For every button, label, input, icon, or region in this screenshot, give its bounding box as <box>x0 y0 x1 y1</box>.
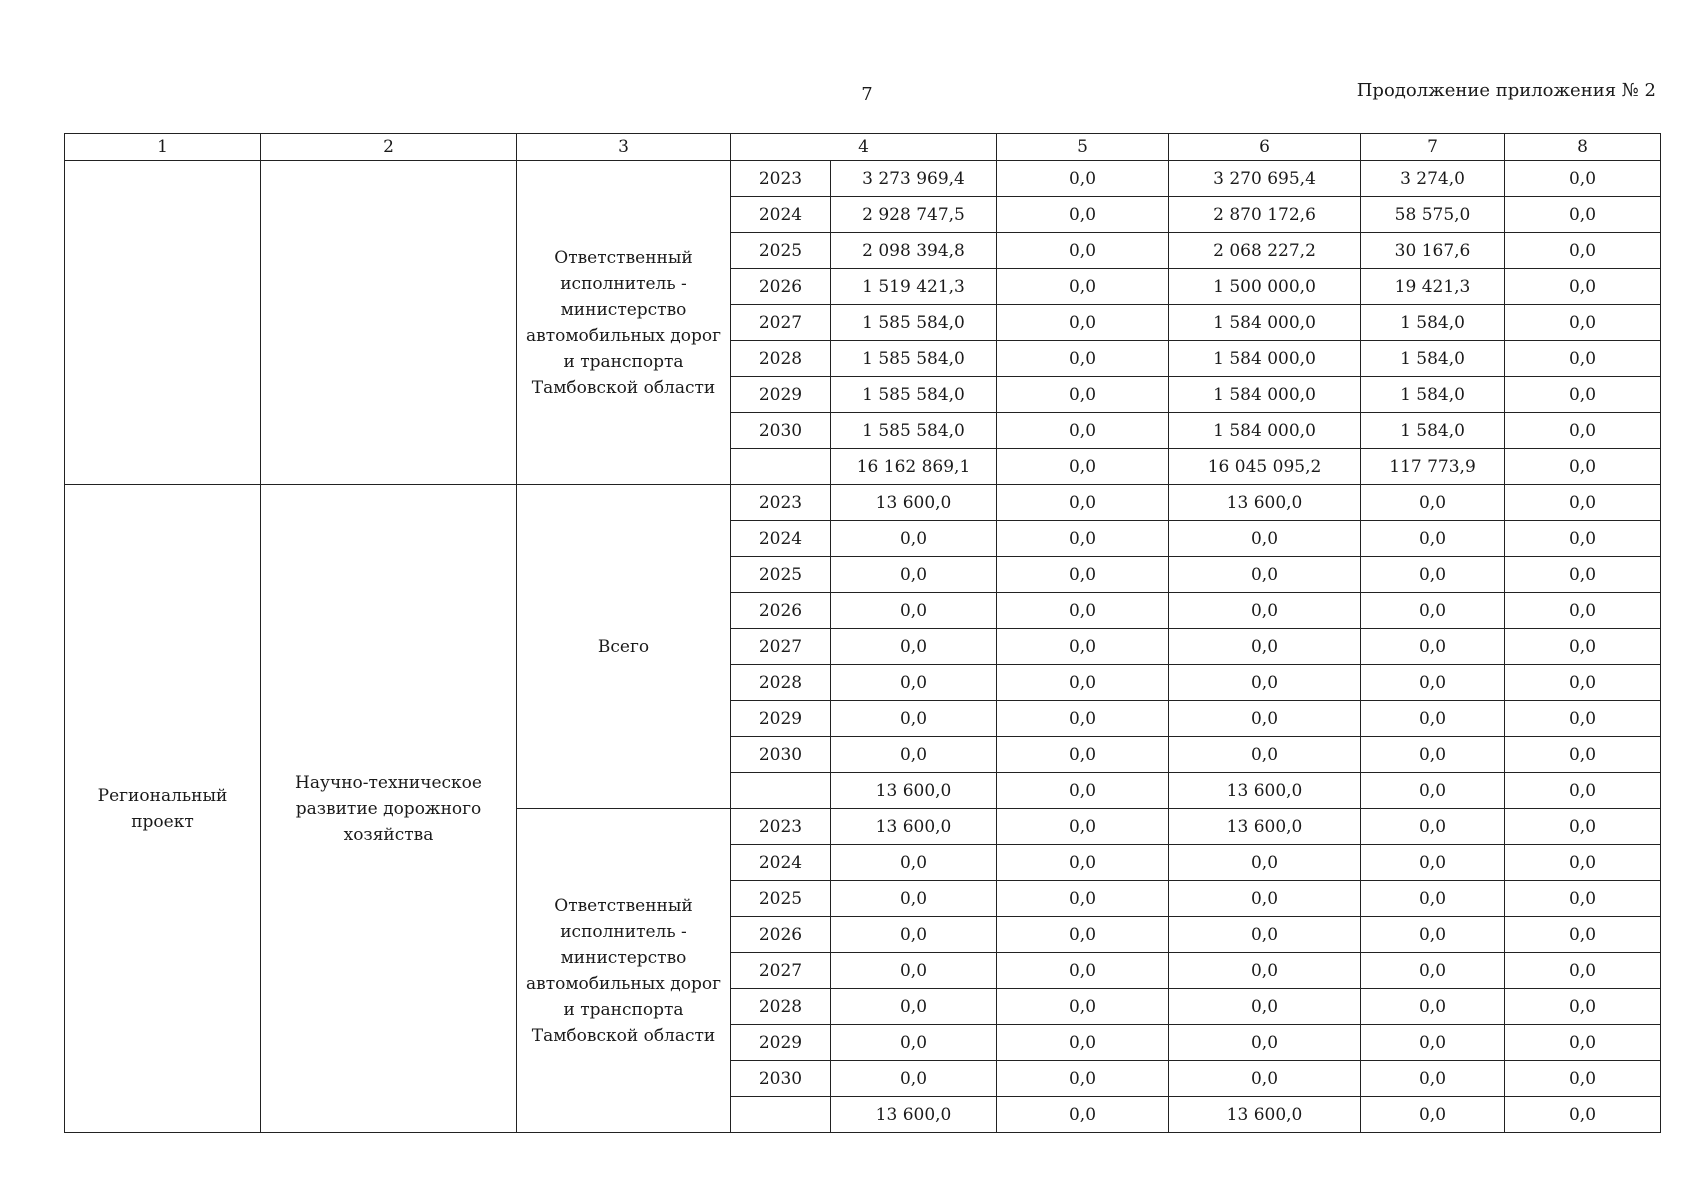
extra-budget-cell: 0,0 <box>1505 845 1661 881</box>
project-name-cell: Научно-техническое развитие дорожного хозяйства <box>261 485 517 1133</box>
column-header: 7 <box>1361 134 1505 161</box>
total-cell: 0,0 <box>831 629 997 665</box>
federal-budget-cell: 0,0 <box>997 341 1169 377</box>
local-budget-cell: 0,0 <box>1361 701 1505 737</box>
column-header: 1 <box>65 134 261 161</box>
regional-budget-cell: 13 600,0 <box>1169 809 1361 845</box>
total-cell: 0,0 <box>831 521 997 557</box>
year-cell: 2029 <box>731 377 831 413</box>
federal-budget-cell: 0,0 <box>997 881 1169 917</box>
year-cell: 2025 <box>731 233 831 269</box>
column-header: 2 <box>261 134 517 161</box>
year-cell: 2028 <box>731 665 831 701</box>
federal-budget-cell: 0,0 <box>997 737 1169 773</box>
local-budget-cell: 30 167,6 <box>1361 233 1505 269</box>
total-cell: 13 600,0 <box>831 773 997 809</box>
total-cell: 0,0 <box>831 845 997 881</box>
group-label-cell: Ответственный исполнитель - министерство автомобильных дорог и транспорта Тамбовской области <box>517 809 731 1133</box>
year-cell: 2030 <box>731 1061 831 1097</box>
extra-budget-cell: 0,0 <box>1505 197 1661 233</box>
federal-budget-cell: 0,0 <box>997 557 1169 593</box>
local-budget-cell: 3 274,0 <box>1361 161 1505 197</box>
table-row <box>65 161 1661 197</box>
regional-budget-cell: 0,0 <box>1169 953 1361 989</box>
total-cell: 2 928 747,5 <box>831 197 997 233</box>
federal-budget-cell: 0,0 <box>997 197 1169 233</box>
extra-budget-cell: 0,0 <box>1505 701 1661 737</box>
local-budget-cell: 0,0 <box>1361 881 1505 917</box>
regional-budget-cell: 0,0 <box>1169 665 1361 701</box>
federal-budget-cell: 0,0 <box>997 1025 1169 1061</box>
federal-budget-cell: 0,0 <box>997 701 1169 737</box>
federal-budget-cell: 0,0 <box>997 953 1169 989</box>
total-cell: 1 519 421,3 <box>831 269 997 305</box>
year-cell: 2027 <box>731 953 831 989</box>
year-cell: 2023 <box>731 809 831 845</box>
year-cell: 2023 <box>731 161 831 197</box>
table-body <box>65 161 1661 1133</box>
total-cell: 0,0 <box>831 1025 997 1061</box>
regional-budget-cell: 0,0 <box>1169 521 1361 557</box>
total-cell: 3 273 969,4 <box>831 161 997 197</box>
federal-budget-cell: 0,0 <box>997 1061 1169 1097</box>
extra-budget-cell: 0,0 <box>1505 1025 1661 1061</box>
extra-budget-cell: 0,0 <box>1505 737 1661 773</box>
year-cell: 2026 <box>731 593 831 629</box>
budget-table <box>64 133 1661 1133</box>
regional-budget-cell: 1 500 000,0 <box>1169 269 1361 305</box>
federal-budget-cell: 0,0 <box>997 1097 1169 1133</box>
local-budget-cell: 0,0 <box>1361 1097 1505 1133</box>
regional-budget-cell: 0,0 <box>1169 737 1361 773</box>
total-cell: 2 098 394,8 <box>831 233 997 269</box>
local-budget-cell: 0,0 <box>1361 629 1505 665</box>
extra-budget-cell: 0,0 <box>1505 593 1661 629</box>
total-cell: 1 585 584,0 <box>831 413 997 449</box>
regional-budget-cell: 13 600,0 <box>1169 773 1361 809</box>
federal-budget-cell: 0,0 <box>997 485 1169 521</box>
column-header: 6 <box>1169 134 1361 161</box>
column-header: 8 <box>1505 134 1661 161</box>
table-header <box>65 134 1661 161</box>
empty-cell <box>65 161 261 485</box>
local-budget-cell: 117 773,9 <box>1361 449 1505 485</box>
extra-budget-cell: 0,0 <box>1505 809 1661 845</box>
total-cell: 16 162 869,1 <box>831 449 997 485</box>
extra-budget-cell: 0,0 <box>1505 449 1661 485</box>
year-cell: 2025 <box>731 881 831 917</box>
year-cell: 2024 <box>731 197 831 233</box>
total-cell: 0,0 <box>831 1061 997 1097</box>
regional-budget-cell: 0,0 <box>1169 1061 1361 1097</box>
regional-budget-cell: 1 584 000,0 <box>1169 341 1361 377</box>
total-cell: 1 585 584,0 <box>831 341 997 377</box>
regional-budget-cell: 0,0 <box>1169 629 1361 665</box>
federal-budget-cell: 0,0 <box>997 305 1169 341</box>
regional-budget-cell: 16 045 095,2 <box>1169 449 1361 485</box>
regional-budget-cell: 0,0 <box>1169 989 1361 1025</box>
total-cell: 13 600,0 <box>831 485 997 521</box>
extra-budget-cell: 0,0 <box>1505 989 1661 1025</box>
local-budget-cell: 1 584,0 <box>1361 341 1505 377</box>
regional-budget-cell: 3 270 695,4 <box>1169 161 1361 197</box>
year-cell <box>731 449 831 485</box>
extra-budget-cell: 0,0 <box>1505 269 1661 305</box>
extra-budget-cell: 0,0 <box>1505 917 1661 953</box>
extra-budget-cell: 0,0 <box>1505 773 1661 809</box>
local-budget-cell: 0,0 <box>1361 845 1505 881</box>
regional-budget-cell: 1 584 000,0 <box>1169 413 1361 449</box>
federal-budget-cell: 0,0 <box>997 917 1169 953</box>
column-number-row <box>65 134 1661 161</box>
local-budget-cell: 1 584,0 <box>1361 305 1505 341</box>
regional-budget-cell: 0,0 <box>1169 845 1361 881</box>
federal-budget-cell: 0,0 <box>997 773 1169 809</box>
empty-cell <box>261 161 517 485</box>
regional-budget-cell: 0,0 <box>1169 881 1361 917</box>
column-header: 5 <box>997 134 1169 161</box>
local-budget-cell: 0,0 <box>1361 809 1505 845</box>
local-budget-cell: 0,0 <box>1361 665 1505 701</box>
regional-budget-cell: 0,0 <box>1169 1025 1361 1061</box>
local-budget-cell: 0,0 <box>1361 1025 1505 1061</box>
local-budget-cell: 19 421,3 <box>1361 269 1505 305</box>
column-header: 4 <box>731 134 997 161</box>
year-cell: 2029 <box>731 1025 831 1061</box>
extra-budget-cell: 0,0 <box>1505 233 1661 269</box>
federal-budget-cell: 0,0 <box>997 629 1169 665</box>
federal-budget-cell: 0,0 <box>997 233 1169 269</box>
regional-budget-cell: 0,0 <box>1169 701 1361 737</box>
table-row <box>65 485 1661 521</box>
year-cell <box>731 1097 831 1133</box>
local-budget-cell: 0,0 <box>1361 917 1505 953</box>
year-cell: 2025 <box>731 557 831 593</box>
total-cell: 0,0 <box>831 665 997 701</box>
regional-budget-cell: 13 600,0 <box>1169 485 1361 521</box>
regional-budget-cell: 1 584 000,0 <box>1169 377 1361 413</box>
total-cell: 0,0 <box>831 593 997 629</box>
extra-budget-cell: 0,0 <box>1505 1097 1661 1133</box>
year-cell: 2026 <box>731 917 831 953</box>
local-budget-cell: 0,0 <box>1361 593 1505 629</box>
local-budget-cell: 0,0 <box>1361 485 1505 521</box>
regional-budget-cell: 0,0 <box>1169 917 1361 953</box>
project-type-cell: Региональный проект <box>65 485 261 1133</box>
year-cell: 2023 <box>731 485 831 521</box>
year-cell: 2024 <box>731 521 831 557</box>
year-cell: 2028 <box>731 341 831 377</box>
local-budget-cell: 0,0 <box>1361 773 1505 809</box>
year-cell: 2028 <box>731 989 831 1025</box>
federal-budget-cell: 0,0 <box>997 845 1169 881</box>
total-cell: 13 600,0 <box>831 809 997 845</box>
federal-budget-cell: 0,0 <box>997 161 1169 197</box>
extra-budget-cell: 0,0 <box>1505 557 1661 593</box>
federal-budget-cell: 0,0 <box>997 989 1169 1025</box>
local-budget-cell: 0,0 <box>1361 557 1505 593</box>
extra-budget-cell: 0,0 <box>1505 377 1661 413</box>
total-cell: 0,0 <box>831 881 997 917</box>
extra-budget-cell: 0,0 <box>1505 953 1661 989</box>
total-cell: 0,0 <box>831 917 997 953</box>
extra-budget-cell: 0,0 <box>1505 161 1661 197</box>
regional-budget-cell: 0,0 <box>1169 557 1361 593</box>
total-cell: 0,0 <box>831 701 997 737</box>
local-budget-cell: 0,0 <box>1361 521 1505 557</box>
local-budget-cell: 0,0 <box>1361 737 1505 773</box>
total-cell: 0,0 <box>831 737 997 773</box>
total-cell: 0,0 <box>831 989 997 1025</box>
federal-budget-cell: 0,0 <box>997 449 1169 485</box>
local-budget-cell: 0,0 <box>1361 989 1505 1025</box>
year-cell: 2030 <box>731 413 831 449</box>
extra-budget-cell: 0,0 <box>1505 521 1661 557</box>
executor-cell: Ответственный исполнитель - министерство автомобильных дорог и транспорта Тамбовской области <box>517 161 731 485</box>
local-budget-cell: 58 575,0 <box>1361 197 1505 233</box>
regional-budget-cell: 0,0 <box>1169 593 1361 629</box>
extra-budget-cell: 0,0 <box>1505 485 1661 521</box>
extra-budget-cell: 0,0 <box>1505 629 1661 665</box>
regional-budget-cell: 2 870 172,6 <box>1169 197 1361 233</box>
total-cell: 0,0 <box>831 953 997 989</box>
regional-budget-cell: 1 584 000,0 <box>1169 305 1361 341</box>
regional-budget-cell: 2 068 227,2 <box>1169 233 1361 269</box>
local-budget-cell: 0,0 <box>1361 1061 1505 1097</box>
local-budget-cell: 1 584,0 <box>1361 377 1505 413</box>
federal-budget-cell: 0,0 <box>997 809 1169 845</box>
total-cell: 1 585 584,0 <box>831 377 997 413</box>
federal-budget-cell: 0,0 <box>997 521 1169 557</box>
extra-budget-cell: 0,0 <box>1505 413 1661 449</box>
column-header: 3 <box>517 134 731 161</box>
appendix-header: Продолжение приложения № 2 <box>1356 80 1656 101</box>
extra-budget-cell: 0,0 <box>1505 665 1661 701</box>
extra-budget-cell: 0,0 <box>1505 341 1661 377</box>
extra-budget-cell: 0,0 <box>1505 1061 1661 1097</box>
local-budget-cell: 1 584,0 <box>1361 413 1505 449</box>
total-cell: 0,0 <box>831 557 997 593</box>
federal-budget-cell: 0,0 <box>997 593 1169 629</box>
year-cell: 2030 <box>731 737 831 773</box>
year-cell: 2026 <box>731 269 831 305</box>
year-cell: 2027 <box>731 305 831 341</box>
group-label-cell: Всего <box>517 485 731 809</box>
local-budget-cell: 0,0 <box>1361 953 1505 989</box>
year-cell <box>731 773 831 809</box>
year-cell: 2029 <box>731 701 831 737</box>
regional-budget-cell: 13 600,0 <box>1169 1097 1361 1133</box>
federal-budget-cell: 0,0 <box>997 269 1169 305</box>
year-cell: 2027 <box>731 629 831 665</box>
federal-budget-cell: 0,0 <box>997 665 1169 701</box>
federal-budget-cell: 0,0 <box>997 413 1169 449</box>
federal-budget-cell: 0,0 <box>997 377 1169 413</box>
total-cell: 1 585 584,0 <box>831 305 997 341</box>
year-cell: 2024 <box>731 845 831 881</box>
extra-budget-cell: 0,0 <box>1505 305 1661 341</box>
extra-budget-cell: 0,0 <box>1505 881 1661 917</box>
page-number: 7 <box>861 84 873 105</box>
total-cell: 13 600,0 <box>831 1097 997 1133</box>
